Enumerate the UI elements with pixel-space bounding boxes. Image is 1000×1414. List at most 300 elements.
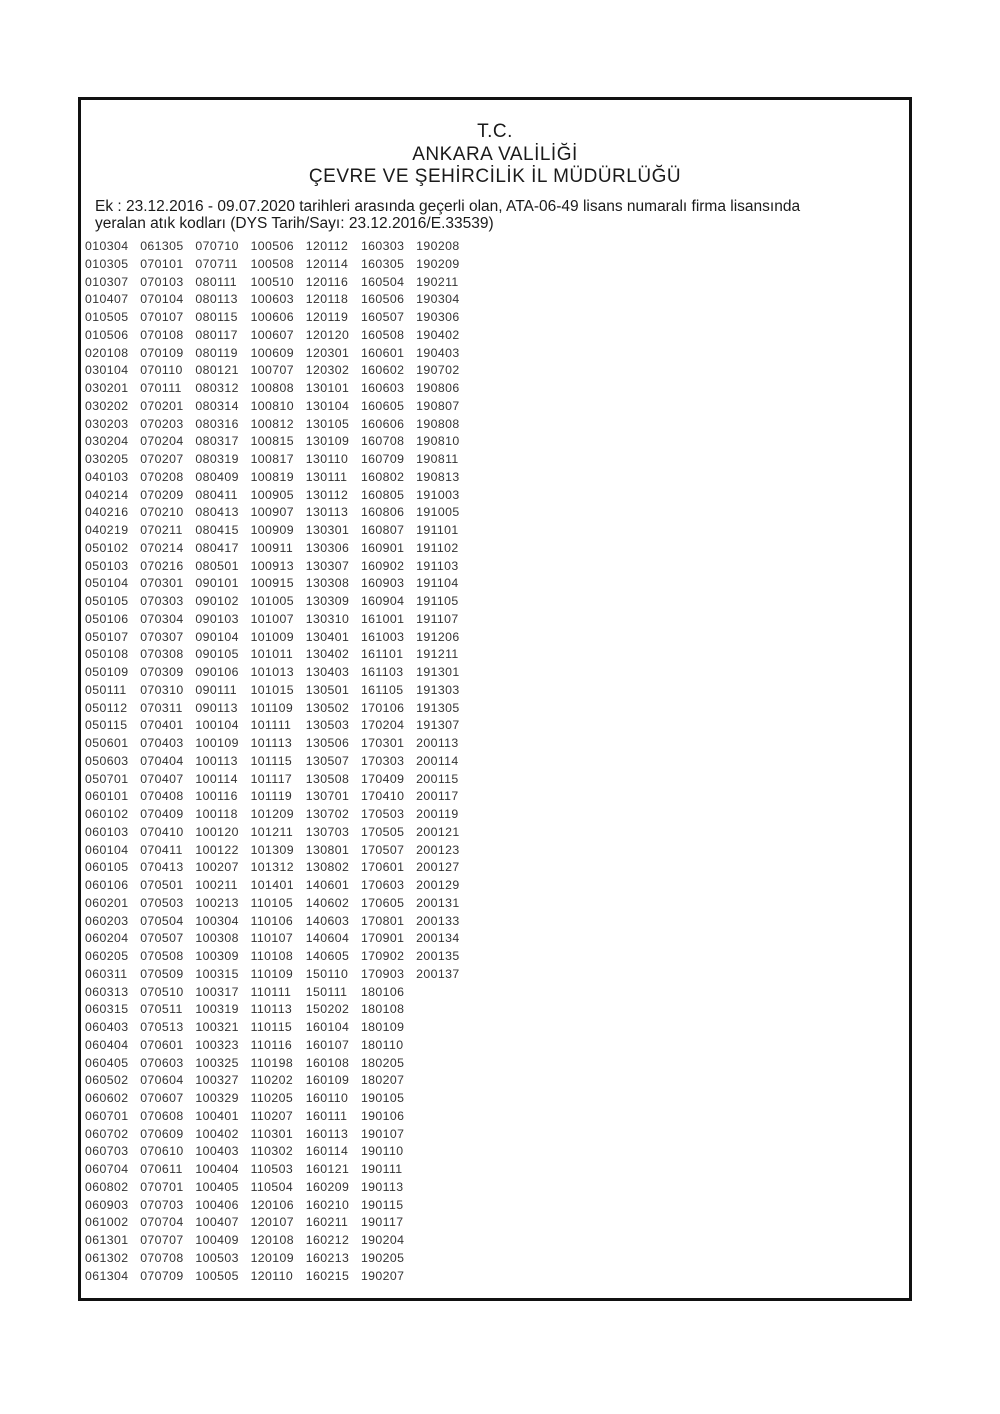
waste-code: 140601	[305, 878, 350, 892]
waste-code: 070511	[140, 1002, 183, 1017]
waste-code: 170902	[360, 949, 405, 963]
waste-code: 190209	[416, 256, 460, 271]
waste-code: 110109	[250, 966, 294, 981]
waste-code: 170505	[360, 824, 405, 839]
waste-code: 160104	[305, 1020, 350, 1034]
waste-code: 070204	[140, 434, 184, 449]
waste-code: 060104	[85, 842, 129, 857]
waste-code: 161003	[360, 629, 405, 644]
waste-code: 130401	[305, 629, 350, 644]
waste-code: 100508	[250, 256, 294, 271]
waste-code: 060702	[85, 1126, 129, 1141]
waste-code: 070107	[140, 310, 184, 324]
waste-code: 130502	[305, 700, 350, 715]
waste-code: 160211	[305, 1215, 349, 1230]
waste-code: 101109	[250, 700, 294, 715]
waste-code: 120108	[250, 1233, 294, 1247]
waste-code: 191107	[416, 611, 459, 626]
waste-code: 070310	[140, 682, 184, 697]
waste-code: 130309	[305, 594, 350, 608]
waste-code: 160903	[360, 576, 405, 591]
waste-code: 100810	[250, 398, 294, 413]
waste-code: 101309	[250, 842, 294, 857]
waste-code: 101113	[250, 736, 293, 750]
waste-code: 030104	[85, 363, 129, 378]
waste-code: 100329	[195, 1091, 239, 1105]
waste-code: 060701	[85, 1108, 129, 1123]
waste-code: 070513	[140, 1020, 184, 1034]
waste-code: 070303	[140, 594, 184, 608]
waste-code: 191101	[416, 523, 459, 537]
waste-code: 050603	[85, 753, 129, 768]
waste-code: 101312	[250, 860, 294, 875]
waste-code: 200114	[416, 753, 459, 768]
waste-code: 080119	[195, 345, 238, 360]
waste-code: 060204	[85, 931, 129, 946]
waste-code: 100911	[250, 540, 294, 555]
waste-code: 130111	[305, 469, 348, 484]
waste-code: 030203	[85, 416, 129, 431]
waste-code: 200127	[416, 860, 460, 875]
waste-code: 060703	[85, 1144, 129, 1159]
waste-code: 110113	[250, 1002, 293, 1017]
waste-code: 100114	[195, 771, 238, 786]
waste-code: 130703	[305, 824, 350, 839]
code-column	[195, 238, 250, 1285]
waste-code: 160121	[305, 1162, 350, 1176]
waste-code: 160213	[305, 1250, 350, 1265]
waste-code: 080409	[195, 469, 239, 484]
waste-code: 130101	[305, 381, 350, 395]
waste-code: 061002	[85, 1215, 129, 1230]
waste-code: 130104	[305, 398, 350, 413]
waste-code: 100319	[195, 1002, 239, 1017]
waste-code: 160305	[360, 256, 405, 271]
waste-code: 070301	[140, 576, 184, 591]
waste-code: 170409	[360, 771, 405, 786]
waste-code: 130701	[305, 789, 350, 804]
waste-code: 160605	[360, 398, 405, 413]
waste-code: 200115	[416, 771, 459, 786]
waste-code: 180110	[360, 1037, 404, 1052]
waste-code: 110106	[250, 913, 294, 928]
waste-code: 101119	[250, 789, 293, 804]
waste-code: 070611	[140, 1162, 183, 1176]
waste-code: 191003	[416, 487, 460, 502]
waste-code: 170605	[360, 895, 405, 910]
waste-code: 060502	[85, 1073, 129, 1088]
waste-code: 150202	[305, 1002, 350, 1017]
waste-code: 100401	[195, 1108, 239, 1123]
waste-code: 160901	[360, 540, 405, 555]
waste-code: 160708	[360, 434, 405, 449]
waste-code: 100907	[250, 505, 294, 520]
waste-code: 160603	[360, 381, 405, 395]
waste-code: 060205	[85, 949, 129, 963]
waste-code: 130301	[305, 523, 350, 537]
header-directorate: ÇEVRE VE ŞEHİRCİLİK İL MÜDÜRLÜĞÜ	[308, 166, 682, 187]
waste-code: 140603	[305, 913, 350, 928]
waste-code: 070604	[140, 1073, 184, 1088]
waste-code: 090103	[195, 611, 239, 626]
waste-code: 130403	[305, 665, 350, 679]
waste-code: 070709	[140, 1268, 184, 1283]
waste-code: 190811	[416, 452, 459, 466]
waste-code: 070211	[140, 523, 183, 537]
waste-code: 060313	[85, 984, 129, 999]
annex-line-2: yeralan atık kodları (DYS Tarih/Sayı: 23.12.2016/E.33539)	[95, 215, 494, 232]
waste-code: 101009	[250, 629, 294, 644]
waste-code: 060602	[85, 1091, 129, 1105]
waste-code: 070110	[140, 363, 183, 378]
code-column	[85, 238, 140, 1285]
waste-code: 130702	[305, 807, 350, 821]
waste-code: 191102	[416, 540, 459, 555]
waste-code: 160506	[360, 292, 405, 307]
waste-code: 110115	[250, 1020, 293, 1034]
waste-code: 070504	[140, 913, 184, 928]
waste-code: 070308	[140, 647, 184, 662]
waste-code: 200119	[416, 807, 459, 821]
waste-code: 070407	[140, 771, 184, 786]
waste-code: 050105	[85, 594, 129, 608]
waste-code: 190117	[360, 1215, 404, 1230]
waste-code: 100116	[195, 789, 238, 804]
waste-code: 070411	[140, 842, 183, 857]
waste-code: 130503	[305, 718, 350, 733]
header-tc: T.C.	[477, 121, 513, 142]
waste-code: 070508	[140, 949, 184, 963]
waste-code: 140602	[305, 895, 350, 910]
waste-code: 190115	[360, 1197, 404, 1212]
waste-code: 050701	[85, 771, 129, 786]
waste-code: 180207	[360, 1073, 405, 1088]
waste-code: 190813	[416, 469, 460, 484]
waste-code: 070607	[140, 1091, 184, 1105]
waste-code: 100323	[195, 1037, 239, 1052]
waste-code: 160606	[360, 416, 405, 431]
waste-code: 120301	[305, 345, 350, 360]
waste-code: 100327	[195, 1073, 239, 1088]
waste-code: 160507	[360, 310, 405, 324]
waste-code: 160504	[360, 274, 405, 289]
waste-code: 200129	[416, 878, 460, 892]
waste-code: 160508	[360, 327, 405, 342]
waste-code: 191103	[416, 558, 459, 573]
waste-code: 080314	[195, 398, 239, 413]
waste-code: 190106	[360, 1108, 405, 1123]
waste-code: 010505	[85, 310, 129, 324]
waste-code: 190402	[416, 327, 460, 342]
waste-code: 050115	[85, 718, 128, 733]
waste-code: 170301	[360, 736, 405, 750]
waste-code: 100317	[195, 984, 239, 999]
waste-code: 060802	[85, 1179, 129, 1194]
waste-code: 090101	[195, 576, 239, 591]
waste-code: 190306	[416, 310, 460, 324]
waste-code: 190105	[360, 1091, 405, 1105]
waste-code: 170410	[360, 789, 405, 804]
waste-code: 170507	[360, 842, 405, 857]
waste-code: 010407	[85, 292, 129, 307]
waste-code: 110301	[250, 1126, 294, 1141]
waste-code: 010305	[85, 256, 129, 271]
waste-code: 050112	[85, 700, 128, 715]
waste-code: 130801	[305, 842, 350, 857]
waste-code: 100603	[250, 292, 294, 307]
waste-code: 160805	[360, 487, 405, 502]
waste-code: 200121	[416, 824, 460, 839]
waste-code: 100909	[250, 523, 294, 537]
waste-code: 050111	[85, 682, 127, 697]
waste-code: 101401	[250, 878, 294, 892]
waste-code: 161105	[360, 682, 404, 697]
waste-code: 120109	[250, 1250, 294, 1265]
waste-code: 110207	[250, 1108, 294, 1123]
waste-code: 070710	[195, 239, 239, 253]
waste-code: 160602	[360, 363, 405, 378]
waste-code: 080415	[195, 523, 239, 537]
waste-code: 070413	[140, 860, 184, 875]
waste-code: 060102	[85, 807, 129, 821]
waste-code: 200137	[416, 966, 460, 981]
waste-code: 061305	[140, 239, 184, 253]
waste-code: 160904	[360, 594, 405, 608]
waste-code: 100402	[195, 1126, 239, 1141]
waste-code: 061302	[85, 1250, 129, 1265]
waste-code: 130506	[305, 736, 350, 750]
code-column	[416, 238, 471, 1285]
waste-code: 080317	[195, 434, 239, 449]
waste-code: 070711	[195, 256, 238, 271]
waste-code: 100304	[195, 913, 239, 928]
waste-code: 100404	[195, 1162, 239, 1176]
waste-code: 160303	[360, 239, 405, 253]
waste-code: 200117	[416, 789, 459, 804]
waste-code: 101015	[250, 682, 294, 697]
waste-code: 200131	[416, 895, 460, 910]
waste-code: 120302	[305, 363, 350, 378]
waste-code: 070307	[140, 629, 184, 644]
waste-code: 100321	[195, 1020, 239, 1034]
waste-code: 060101	[85, 789, 129, 804]
waste-code: 060311	[85, 966, 128, 981]
waste-code: 190111	[360, 1162, 403, 1176]
waste-code: 100913	[250, 558, 294, 573]
waste-code: 200134	[416, 931, 460, 946]
waste-code: 190204	[360, 1233, 405, 1247]
waste-code: 061301	[85, 1233, 129, 1247]
code-column	[251, 238, 306, 1285]
waste-code: 160113	[305, 1126, 349, 1141]
waste-code: 191206	[416, 629, 460, 644]
waste-code: 101117	[250, 771, 293, 786]
waste-code: 060315	[85, 1002, 129, 1017]
waste-code: 070401	[140, 718, 184, 733]
waste-code: 130508	[305, 771, 350, 786]
waste-code: 080319	[195, 452, 239, 466]
waste-code: 090111	[195, 682, 237, 697]
waste-code: 080411	[195, 487, 238, 502]
waste-code: 050103	[85, 558, 129, 573]
waste-code: 070111	[140, 381, 182, 395]
waste-code: 170303	[360, 753, 405, 768]
waste-code: 100510	[250, 274, 294, 289]
code-column	[140, 238, 195, 1285]
waste-code: 061304	[85, 1268, 129, 1283]
waste-code: 130110	[305, 452, 349, 466]
waste-code: 050601	[85, 736, 129, 750]
waste-code: 100120	[195, 824, 239, 839]
waste-code: 010506	[85, 327, 129, 342]
waste-code: 110205	[250, 1091, 294, 1105]
waste-code: 080117	[195, 327, 238, 342]
waste-code: 170903	[360, 966, 405, 981]
waste-code: 100606	[250, 310, 294, 324]
waste-code: 070510	[140, 984, 184, 999]
waste-code: 100104	[195, 718, 239, 733]
waste-code: 100403	[195, 1144, 239, 1159]
waste-code: 101209	[250, 807, 294, 821]
waste-code: 080417	[195, 540, 239, 555]
waste-code: 190808	[416, 416, 460, 431]
waste-code: 120112	[305, 239, 349, 253]
waste-code: 110105	[250, 895, 294, 910]
waste-code: 090104	[195, 629, 239, 644]
waste-code: 070509	[140, 966, 184, 981]
waste-code: 160802	[360, 469, 405, 484]
waste-code: 100406	[195, 1197, 239, 1212]
waste-code: 140604	[305, 931, 350, 946]
waste-code: 161001	[360, 611, 405, 626]
waste-code: 070216	[140, 558, 184, 573]
waste-code: 160709	[360, 452, 405, 466]
waste-code: 110111	[250, 984, 292, 999]
waste-code: 170503	[360, 807, 405, 821]
waste-code: 110504	[250, 1179, 294, 1194]
waste-code: 120107	[250, 1215, 294, 1230]
waste-code: 100915	[250, 576, 294, 591]
waste-code: 190810	[416, 434, 460, 449]
waste-code: 160601	[360, 345, 405, 360]
waste-code: 070410	[140, 824, 184, 839]
waste-code: 160110	[305, 1091, 349, 1105]
waste-code: 100325	[195, 1055, 239, 1070]
waste-code: 190304	[416, 292, 460, 307]
waste-code: 190403	[416, 345, 460, 360]
waste-code: 160210	[305, 1197, 350, 1212]
waste-code: 050107	[85, 629, 129, 644]
waste-code: 100808	[250, 381, 294, 395]
waste-code: 100905	[250, 487, 294, 502]
waste-code: 070108	[140, 327, 184, 342]
waste-code: 070601	[140, 1037, 184, 1052]
waste-code: 191307	[416, 718, 460, 733]
waste-code: 150110	[305, 966, 349, 981]
waste-code: 190107	[360, 1126, 405, 1141]
waste-code: 190806	[416, 381, 460, 395]
document-frame	[78, 97, 912, 1301]
waste-code: 100122	[195, 842, 239, 857]
waste-code: 130109	[305, 434, 350, 449]
waste-code: 060201	[85, 895, 129, 910]
waste-code: 070603	[140, 1055, 184, 1070]
waste-code: 160902	[360, 558, 405, 573]
waste-code: 070703	[140, 1197, 184, 1212]
waste-code: 101111	[250, 718, 292, 733]
waste-code: 100315	[195, 966, 239, 981]
waste-code: 120116	[305, 274, 349, 289]
waste-code: 190207	[360, 1268, 405, 1283]
annex-line-1: Ek : 23.12.2016 - 09.07.2020 tarihleri arasında geçerli olan, ATA-06-49 lisans numaralı firma lisansında	[95, 198, 801, 215]
waste-code: 100407	[195, 1215, 239, 1230]
waste-code: 030201	[85, 381, 129, 395]
waste-code: 191005	[416, 505, 460, 520]
waste-code: 080111	[195, 274, 237, 289]
waste-code: 080501	[195, 558, 239, 573]
waste-code: 130308	[305, 576, 350, 591]
waste-code: 190211	[416, 274, 459, 289]
waste-code: 100707	[250, 363, 294, 378]
waste-code: 130402	[305, 647, 350, 662]
waste-code: 070203	[140, 416, 184, 431]
waste-code: 070701	[140, 1179, 184, 1194]
waste-code: 100506	[250, 239, 294, 253]
waste-code: 070708	[140, 1250, 184, 1265]
annex-text	[95, 198, 895, 232]
waste-code: 120118	[305, 292, 349, 307]
waste-code: 110198	[250, 1055, 294, 1070]
waste-code: 160109	[305, 1073, 350, 1088]
waste-code: 130802	[305, 860, 350, 875]
waste-code: 160209	[305, 1179, 350, 1194]
waste-code: 070103	[140, 274, 184, 289]
waste-code: 120110	[250, 1268, 294, 1283]
waste-code: 070704	[140, 1215, 184, 1230]
waste-code: 030204	[85, 434, 129, 449]
waste-code: 080121	[195, 363, 239, 378]
waste-code: 070210	[140, 505, 184, 520]
waste-code: 010307	[85, 274, 129, 289]
waste-code: 101211	[250, 824, 294, 839]
waste-code: 080115	[195, 310, 238, 324]
waste-code: 130113	[305, 505, 349, 520]
waste-code: 130310	[305, 611, 350, 626]
waste-code: 100308	[195, 931, 239, 946]
waste-code: 130501	[305, 682, 350, 697]
waste-code: 070101	[140, 256, 184, 271]
waste-code: 070503	[140, 895, 184, 910]
code-column	[361, 238, 416, 1285]
waste-code: 100207	[195, 860, 239, 875]
waste-code: 180109	[360, 1020, 405, 1034]
waste-code: 160806	[360, 505, 405, 520]
waste-code: 190205	[360, 1250, 405, 1265]
waste-code: 090113	[195, 700, 238, 715]
waste-code: 110107	[250, 931, 294, 946]
waste-code: 050106	[85, 611, 129, 626]
waste-code: 190113	[360, 1179, 404, 1194]
waste-code: 100815	[250, 434, 294, 449]
waste-code: 090102	[195, 594, 239, 608]
waste-code: 100817	[250, 452, 294, 466]
waste-code: 070409	[140, 807, 184, 821]
waste-code: 160212	[305, 1233, 350, 1247]
waste-code: 040103	[85, 469, 129, 484]
waste-code: 070408	[140, 789, 184, 804]
waste-code: 100819	[250, 469, 294, 484]
waste-code: 070207	[140, 452, 184, 466]
